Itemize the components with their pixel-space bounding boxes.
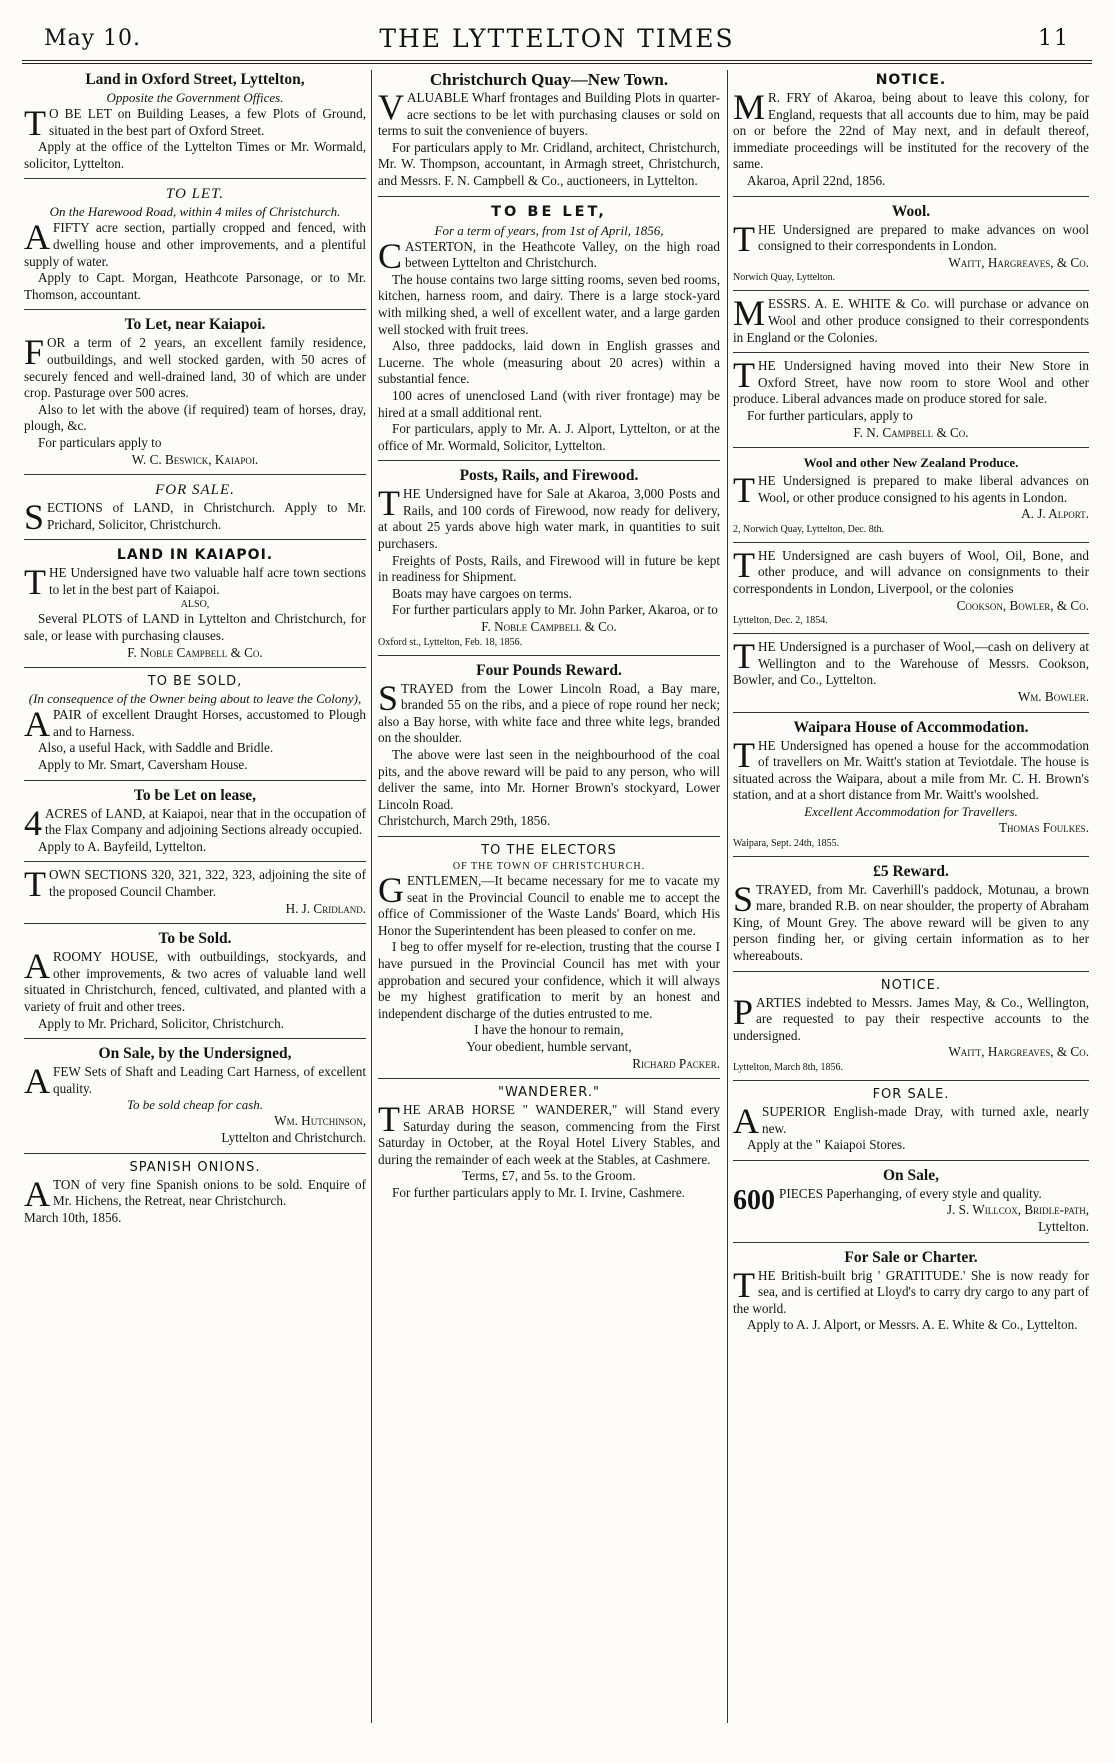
advert-signature: Wm. Bowler.: [1017, 689, 1089, 705]
advert: [378, 1084, 720, 1202]
advert: [24, 673, 366, 773]
issue-date: May 10.: [44, 26, 142, 51]
drop-cap: T: [733, 1264, 755, 1305]
advert-date: March 10th, 1856.: [24, 1209, 122, 1225]
advert-body: O BE LET on Building Leases, a few Plots of Ground, situated in the best part of Oxford Street.: [49, 106, 366, 138]
column-2: [378, 70, 720, 1753]
advert-apply: For further particulars apply to Mr. I. Irvine, Cashmere.: [392, 1185, 685, 1201]
advert-body: ROOMY HOUSE, with outbuildings, stockyards, and other improvements, & two acres of valuable land well situated in Christchurch, fenced, cultivated, and planted with a variety of fruit and other trees.: [24, 949, 366, 1014]
drop-cap: 4: [24, 802, 42, 843]
advert-date: Oxford st., Lyttelton, Feb. 18, 1856.: [378, 636, 523, 648]
advert-heading: To be Let on lease,: [133, 786, 257, 804]
advert-apply: Apply at the " Kaiapoi Stores.: [747, 1137, 906, 1153]
advert-closing: I have the honour to remain,: [474, 1022, 624, 1038]
advert-body: R. FRY of Akaroa, being about to leave this colony, for England, requests that all accounts due to him, may be paid on or before the 22nd of May next, and in default thereof, immediate proceedings will be instituted for the recovery of the same.: [733, 90, 1089, 172]
advert-divider: [733, 856, 1089, 857]
advert-signature: J. S. Willcox, Bridle-path,: [946, 1202, 1089, 1218]
drop-cap: M: [733, 87, 766, 127]
advert-body: TRAYED from the Lower Lincoln Road, a Bay mare, branded 55 on the ribs, and a piece of rope round her neck; also a Bay horse, with white face and three white legs, branded on the shoulder.: [378, 680, 720, 746]
advert: [24, 1159, 366, 1227]
advert-apply: For further particulars apply to Mr. John Parker, Akaroa, or to: [392, 602, 718, 618]
drop-cap: T: [733, 355, 755, 396]
column-rule: [727, 70, 728, 1723]
advert-divider: [733, 1080, 1089, 1081]
advert-signature-place: Lyttelton.: [1038, 1218, 1089, 1234]
advert-address: 2, Norwich Quay, Lyttelton, Dec. 8th.: [733, 523, 884, 535]
drop-cap: T: [733, 636, 755, 677]
advert: [24, 929, 366, 1032]
drop-cap: F: [24, 332, 45, 373]
drop-cap: V: [378, 87, 404, 127]
advert-body: ALUABLE Wharf frontages and Building Plots in quarter-acre sections to be let with purchasing clauses or sold on terms to suit the convenience of buyers.: [378, 90, 720, 139]
advert-paragraph: Also, three paddocks, laid down in English grasses and Lucerne. The whole (measuring about 20 acres) within a substantial fence.: [378, 338, 720, 387]
advert-heading: Posts, Rails, and Firewood.: [459, 467, 639, 485]
advert-body: FEW Sets of Shaft and Leading Cart Harness, of excellent quality.: [53, 1064, 366, 1096]
advert: [733, 544, 1089, 627]
advert-apply: Apply to Mr. Prichard, Solicitor, Christchurch.: [38, 1015, 284, 1031]
advert-heading: For Sale or Charter.: [844, 1248, 978, 1266]
advert-divider: [733, 1160, 1089, 1161]
advert-note: To be sold cheap for cash.: [126, 1097, 264, 1113]
advert-heading: Wool.: [891, 202, 931, 220]
advert-signature: F. Noble Campbell & Co.: [481, 619, 617, 635]
advert-body: ESSRS. A. E. WHITE & Co. will purchase or advance on Wool and other produce consigned to their correspondents in England or the Colonies.: [733, 296, 1089, 345]
advert-also: ALSO,: [180, 599, 210, 611]
advert-divider: [733, 1242, 1089, 1243]
advert: [24, 786, 366, 856]
advert-body: OR a term of 2 years, an excellent family residence, outbuildings, and well stocked garden, with 50 acres of securely fenced and well-drained land, 30 of which are under crop. Pasturage over 500 acres.: [24, 335, 366, 401]
drop-cap: A: [733, 1100, 759, 1141]
advert-body: OWN SECTIONS 320, 321, 322, 323, adjoining the site of the proposed Council Chamber.: [49, 867, 366, 899]
advert-heading: On Sale,: [883, 1166, 939, 1184]
advert-heading: On Sale, by the Undersigned,: [98, 1045, 292, 1063]
advert-divider: [733, 352, 1089, 353]
advert-body: HE Undersigned are prepared to make advances on wool consigned to their correspondents in London.: [758, 221, 1089, 254]
header-rule: [22, 60, 1092, 64]
advert: [24, 184, 366, 303]
advert-divider: [733, 196, 1089, 197]
advert-body: HE Undersigned is a purchaser of Wool,—cash on delivery at Wellington and to the Warehouse of Messrs. Cookson, Bowler, and Co., Lyttelton.: [733, 639, 1089, 688]
advert-heading: TO LET.: [165, 186, 225, 203]
advert: [733, 1166, 1089, 1236]
advert-heading: To Let, near Kaiapoi.: [124, 316, 266, 334]
advert-body: HE Undersigned have for Sale at Akaroa, 3,000 Posts and Rails, and 100 cords of Firewood, now ready for delivery, at about 25 yards above high water mark, in quantities to suit purchasers.: [378, 486, 720, 552]
advert-divider: [24, 474, 366, 475]
advert: [733, 718, 1089, 850]
advert-body: ECTIONS of LAND, in Christchurch. Apply to Mr. Prichard, Solicitor, Christchurch.: [47, 500, 366, 532]
advert-body: HE Undersigned has opened a house for the accommodation of travellers on Mr. Waitt's station at Teviotdale. The house is situated across the Waipara, about a mile from Mr. C. H. Brown's station, and at a short distance from Mr. Waitt's woolshed.: [733, 737, 1089, 803]
drop-cap: C: [378, 235, 403, 276]
drop-cap: T: [378, 483, 400, 524]
advert: [378, 661, 720, 830]
drop-cap: P: [733, 991, 754, 1032]
advert-heading: LAND IN KAIAPOI.: [116, 547, 274, 564]
advert-signature: A. J. Alport.: [1021, 506, 1089, 522]
column-rule: [371, 70, 372, 1723]
advert-divider: [378, 1078, 720, 1079]
advert-subheading: (In consequence of the Owner being about to leave the Colony),: [28, 691, 362, 707]
advert-address: Lyttelton, Dec. 2, 1854.: [733, 615, 828, 627]
advert-divider: [733, 633, 1089, 634]
drop-cap: G: [378, 869, 404, 910]
drop-cap: T: [733, 218, 755, 259]
column-1: [24, 70, 366, 1753]
advert-heading: Waipara House of Accommodation.: [793, 718, 1029, 736]
advert-subheading: Opposite the Government Offices.: [106, 90, 284, 105]
drop-cap: T: [378, 1099, 400, 1140]
advert-also: Also, a useful Hack, with Saddle and Bridle.: [38, 740, 274, 756]
advert-apply: Apply to A. J. Alport, or Messrs. A. E. White & Co., Lyttelton.: [747, 1317, 1078, 1333]
advert-divider: [733, 971, 1089, 972]
advert-divider: [24, 309, 366, 310]
advert-paragraph: Boats may have cargoes on terms.: [392, 585, 572, 601]
advert-heading: To be Sold.: [158, 930, 232, 948]
advert-apply: For particulars, apply to Mr. A. J. Alport, Lyttelton, or at the office of Mr. Wormald, Solicitor, Lyttelton.: [378, 421, 720, 453]
advert-heading: "WANDERER.": [498, 1085, 600, 1101]
advert-address: Waipara, Sept. 24th, 1855.: [733, 837, 840, 849]
advert-paragraph: 100 acres of unenclosed Land (with river frontage) may be hired at a small additional rent.: [378, 387, 720, 420]
advert-divider: [733, 290, 1089, 291]
advert-body: FIFTY acre section, partially cropped and fenced, with dwelling house and other improvements, and a plentiful supply of water.: [24, 220, 366, 269]
advert: [733, 453, 1089, 536]
advert-body: Several PLOTS of LAND in Lyttelton and Christchurch, for sale, or lease with purchasing clauses.: [24, 611, 366, 644]
advert-paragraph: The house contains two large sitting rooms, seven bed rooms, kitchen, harness room, and dairy. There is a large stock-yard with milking shed, a well of excellent water, and a large garden well stocked with fruit trees.: [378, 271, 720, 337]
advert-date: Christchurch, March 29th, 1856.: [378, 813, 551, 829]
advert-divider: [378, 196, 720, 197]
advert-body: HE British-built brig ' GRATITUDE.' She is now ready for sea, and is certified at Lloyd's to carry dry cargo to any part of the world.: [733, 1267, 1089, 1316]
advert: [733, 862, 1089, 965]
drop-cap: S: [378, 677, 399, 718]
advert-body: PIECES Paperhanging, of every style and quality.: [779, 1185, 1042, 1201]
masthead: [24, 22, 1090, 60]
advert-divider: [24, 539, 366, 540]
advert-divider: [24, 667, 366, 668]
advert-apply: For further particulars, apply to: [747, 407, 913, 423]
advert-subheading: On the Harewood Road, within 4 miles of Christchurch.: [49, 204, 341, 220]
drop-cap: T: [24, 562, 46, 603]
column-3: [733, 70, 1089, 1753]
advert-divider: [24, 178, 366, 179]
advert-body: ENTLEMEN,—It became necessary for me to vacate my seat in the Provincial Council to enable me to accept the office of Commissioner of the Waste Lands' Board, which His Honor the Superintendent has been pleased to confer on me.: [378, 872, 720, 938]
advert-paragraph: Freights of Posts, Rails, and Firewood will in future be kept in readiness for Shipment.: [378, 552, 720, 585]
advert-heading: TO BE LET,: [491, 203, 607, 220]
advert-apply: For particulars apply to Mr. Cridland, architect, Christchurch, Mr. W. Thompson, accountant, in Armagh street, Christchurch, and Messrs. F. N. Campbell & Co., auctioneers, in Lyttelton.: [378, 139, 720, 188]
drop-cap: T: [733, 470, 755, 511]
drop-cap: M: [733, 293, 766, 334]
advert-signature: Cookson, Bowler, & Co.: [956, 597, 1089, 613]
drop-cap: 600: [733, 1184, 775, 1216]
advert-subheading: OF THE TOWN OF CHRISTCHURCH.: [452, 860, 646, 872]
advert-apply: Apply to A. Bayfeild, Lyttelton.: [38, 838, 207, 854]
advert-signature: Waitt, Hargreaves, & Co.: [948, 1044, 1089, 1060]
advert-body: HE Undersigned are cash buyers of Wool, Oil, Bone, and other produce, and will advance on consignments to their correspondents in London, Liverpool, or the colonies: [733, 547, 1089, 597]
advert: [733, 355, 1089, 441]
advert-heading: SPANISH ONIONS.: [129, 1159, 261, 1175]
advert-divider: [24, 1038, 366, 1039]
advert-heading: NOTICE.: [880, 977, 942, 993]
advert-address: Norwich Quay, Lyttelton.: [733, 272, 836, 284]
advert-note: Excellent Accommodation for Travellers.: [804, 804, 1018, 819]
advert-terms: Terms, £7, and 5s. to the Groom.: [462, 1168, 636, 1184]
advert-heading: £5 Reward.: [873, 862, 949, 880]
drop-cap: S: [24, 497, 45, 538]
advert: [24, 70, 366, 172]
advert: [378, 842, 720, 1072]
advert: [733, 202, 1089, 285]
advert-signature: Wm. Hutchinson,: [274, 1113, 366, 1129]
advert: [24, 480, 366, 538]
page-number: 11: [1038, 26, 1070, 51]
advert-subheading: For a term of years, from 1st of April, 1856,: [434, 222, 664, 238]
advert-body: HE Undersigned have two valuable half acre town sections to let in the best part of Kaiapoi.: [49, 565, 366, 597]
advert-divider: [733, 447, 1089, 448]
advert-body: HE Undersigned having moved into their New Store in Oxford Street, have now room to store Wool and other produce. Liberal advances made on produce stored for sale.: [733, 358, 1089, 407]
drop-cap: T: [733, 734, 755, 775]
advert-signature: W. C. Beswick, Kaiapoi.: [131, 451, 259, 467]
advert: [733, 636, 1089, 705]
advert: [378, 466, 720, 648]
advert-signature: Thomas Foulkes.: [999, 820, 1089, 835]
advert-divider: [24, 861, 366, 862]
advert-heading: Christchurch Quay—New Town.: [429, 70, 669, 89]
advert-body: ACRES of LAND, at Kaiapoi, near that in the occupation of the Flax Company and adjoining Sections already occupied.: [45, 805, 366, 838]
advert: [24, 1044, 366, 1146]
advert-heading: TO THE ELECTORS: [481, 842, 617, 858]
advert-divider: [24, 1153, 366, 1154]
advert-body: TRAYED, from Mr. Caverhill's paddock, Motunau, a brown mare, branded R.B. on near shoulder, the property of Abraham King, of Mount Grey. The above reward will be given to any person finding her, or giving certain information as to her whereabouts.: [733, 881, 1089, 963]
advert-body: PAIR of excellent Draught Horses, accustomed to Plough and to Harness.: [53, 707, 366, 739]
advert-heading: FOR SALE.: [155, 482, 235, 499]
advert: [733, 1248, 1089, 1334]
advert-divider: [378, 655, 720, 656]
advert: [733, 70, 1089, 190]
advert: [24, 864, 366, 917]
advert-heading: Four Pounds Reward.: [476, 661, 622, 679]
advert-address: Lyttelton, March 8th, 1856.: [733, 1061, 843, 1073]
advert-also: Also to let with the above (if required) team of horses, dray, plough, &c.: [24, 401, 366, 434]
advert-body: TON of very fine Spanish onions to be sold. Enquire of Mr. Hichens, the Retreat, near Christchurch.: [53, 1176, 366, 1209]
drop-cap: S: [733, 878, 754, 919]
advert-body: HE Undersigned is prepared to make liberal advances on Wool, or other produce consigned to his agents in London.: [758, 473, 1089, 505]
advert-signature: H. J. Cridland.: [285, 900, 366, 916]
advert-body: ASTERTON, in the Heathcote Valley, on the high road between Lyttelton and Christchurch.: [405, 238, 720, 271]
drop-cap: A: [24, 1173, 50, 1214]
advert-apply: For particulars apply to: [38, 434, 162, 450]
newspaper-title: THE LYTTELTON TIMES: [379, 24, 735, 53]
advert-signature: Richard Packer.: [632, 1055, 720, 1071]
advert-heading: Land in Oxford Street, Lyttelton,: [85, 71, 305, 88]
advert-divider: [378, 460, 720, 461]
advert-divider: [378, 836, 720, 837]
advert-apply: Apply to Capt. Morgan, Heathcote Parsonage, or to Mr. Thomson, accountant.: [24, 270, 366, 302]
advert-divider: [24, 780, 366, 781]
advert-closing: Your obedient, humble servant,: [466, 1038, 632, 1054]
advert-divider: [24, 923, 366, 924]
advert-divider: [733, 712, 1089, 713]
drop-cap: A: [24, 217, 50, 258]
advert: [733, 977, 1089, 1074]
advert: [378, 202, 720, 455]
advert-heading: TO BE SOLD,: [147, 674, 243, 690]
drop-cap: A: [24, 946, 50, 987]
advert: [24, 545, 366, 661]
advert-apply: Apply to Mr. Smart, Caversham House.: [38, 757, 248, 773]
drop-cap: T: [24, 864, 46, 905]
advert-date: Akaroa, April 22nd, 1856.: [747, 172, 886, 188]
drop-cap: A: [24, 1061, 50, 1102]
advert-signature: F. Noble Campbell & Co.: [127, 644, 263, 660]
advert-heading: FOR SALE.: [872, 1086, 950, 1102]
advert: [24, 315, 366, 468]
advert-signature-place: Lyttelton and Christchurch.: [221, 1129, 366, 1145]
advert: [733, 1086, 1089, 1154]
advert-heading: Wool and other New Zealand Produce.: [803, 455, 1019, 471]
advert-divider: [733, 542, 1089, 543]
advert-body: SUPERIOR English-made Dray, with turned axle, nearly new.: [762, 1103, 1089, 1136]
advert-heading: NOTICE.: [875, 72, 947, 88]
drop-cap: T: [24, 103, 46, 143]
advert-signature: Waitt, Hargreaves, & Co.: [948, 254, 1089, 270]
advert-paragraph: The above were last seen in the neighbourhood of the coal pits, and the above reward will be paid to any person, who will deliver the same, into Mr. Horner Brown's stockyard, Lower Lincoln Road.: [378, 747, 720, 812]
advert-paragraph: I beg to offer myself for re-election, trusting that the course I have pursued in the Provincial Council has met with your approbation and secured your confidence, which it will always be my highest gratification to merit by an honest and independent discharge of the duties entrusted to me.: [378, 939, 720, 1021]
advert: [733, 293, 1089, 346]
drop-cap: T: [733, 544, 755, 585]
drop-cap: A: [24, 704, 50, 745]
advert-apply: Apply at the office of the Lyttelton Times or Mr. Wormald, solicitor, Lyttelton.: [24, 139, 366, 171]
advert-body: ARTIES indebted to Messrs. James May, & Co., Wellington, are requested to pay their respective accounts to the undersigned.: [733, 994, 1089, 1043]
advert-body: HE ARAB HORSE " WANDERER," will Stand every Saturday during the season, commencing from the First Saturday in October, at the Royal Hotel Livery Stables, and during the remainder of each week at the Stables, at Cashmere.: [378, 1102, 720, 1167]
advert-signature: F. N. Campbell & Co.: [853, 424, 969, 440]
advert: [378, 70, 720, 190]
